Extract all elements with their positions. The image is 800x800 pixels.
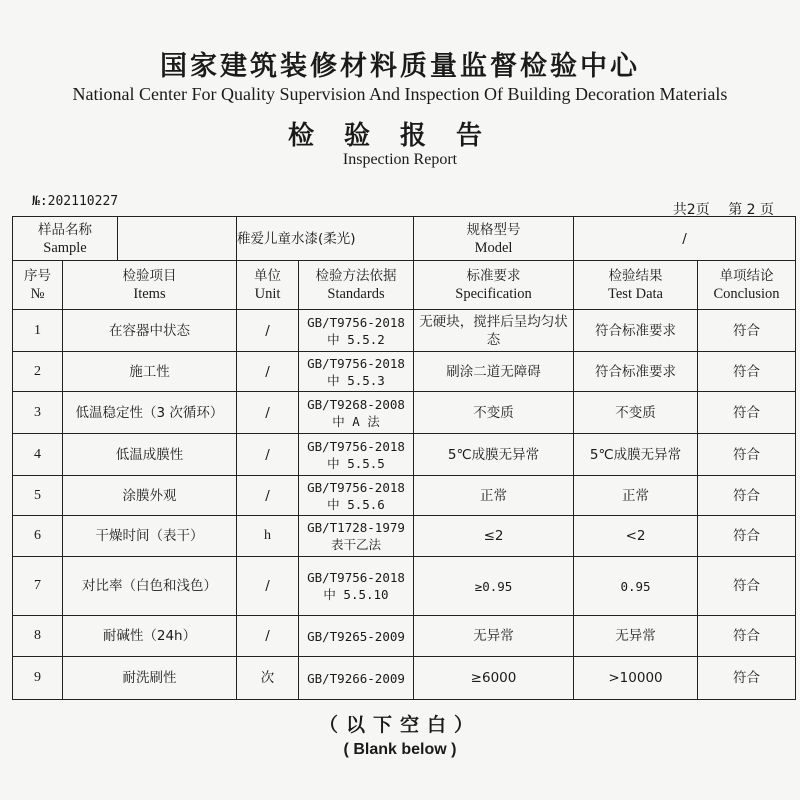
row-result: 5℃成膜无异常: [574, 434, 698, 476]
table-row: [13, 476, 796, 516]
model-label-en: Model: [474, 239, 513, 256]
row-unit: /: [237, 616, 299, 657]
row-item: 干燥时间（表干）: [63, 516, 237, 557]
report-title-cn: 检验报告: [287, 121, 512, 151]
row-standard: GB/T9268-2008 中 A 法: [299, 392, 414, 434]
row-no: 9: [13, 657, 63, 700]
row-no: 3: [13, 392, 63, 434]
row-standard: GB/T9265-2009: [299, 616, 414, 657]
row-item: 耐碱性（24h）: [63, 616, 237, 657]
organization-name-en: National Center For Quality Supervision And Inspection Of Building Decoration Materials: [72, 84, 728, 104]
row-unit: /: [237, 476, 299, 516]
table-row: [13, 516, 796, 557]
row-result: 0.95: [574, 557, 698, 616]
sample-label: [13, 217, 118, 260]
model-value: /: [574, 217, 796, 261]
row-result: >10000: [574, 657, 698, 700]
row-item: 在容器中状态: [63, 310, 237, 352]
report-title-en: Inspection Report: [342, 151, 458, 168]
row-result: 正常: [574, 476, 698, 516]
row-no: 1: [13, 310, 63, 352]
row-conclusion: 符合: [698, 310, 796, 352]
row-no: 2: [13, 352, 63, 392]
row-specification: 无硬块，搅拌后呈均匀状态: [414, 310, 574, 352]
page-number: 第 2 页: [728, 202, 774, 218]
sample-label-cn: 样品名称: [38, 221, 92, 238]
col-header-unit: 单位 Unit: [237, 261, 299, 310]
row-specification: ≥6000: [414, 657, 574, 700]
row-specification: ≤2: [414, 516, 574, 557]
row-standard: GB/T9756-2018 中 5.5.10: [299, 557, 414, 616]
row-standard: GB/T9756-2018 中 5.5.5: [299, 434, 414, 476]
col-header-test-data: 检验结果 Test Data: [574, 261, 698, 310]
row-unit: /: [237, 392, 299, 434]
row-result: 无异常: [574, 616, 698, 657]
blank-below-cn: （以下空白）: [318, 714, 481, 736]
row-item: 低温稳定性（3 次循环）: [63, 392, 237, 434]
row-unit: /: [237, 434, 299, 476]
row-item: 耐洗刷性: [63, 657, 237, 700]
table-row: [13, 310, 796, 352]
report-number: №:202110227: [32, 194, 119, 209]
row-conclusion: 符合: [698, 657, 796, 700]
row-no: 8: [13, 616, 63, 657]
sample-label-en: Sample: [43, 239, 87, 256]
row-item: 施工性: [63, 352, 237, 392]
row-conclusion: 符合: [698, 352, 796, 392]
table-row: [13, 557, 796, 616]
row-unit: /: [237, 310, 299, 352]
row-no: 7: [13, 557, 63, 616]
row-specification: ≥0.95: [414, 557, 574, 616]
sample-row: [13, 217, 796, 261]
table-row: [13, 434, 796, 476]
table-row: [13, 352, 796, 392]
col-header-items: 检验项目 Items: [63, 261, 237, 310]
col-header-no: 序号 №: [13, 261, 63, 310]
col-header-conclusion: 单项结论 Conclusion: [698, 261, 796, 310]
row-conclusion: 符合: [698, 516, 796, 557]
col-header-standards: 检验方法依据 Standards: [299, 261, 414, 310]
col-header-specification: 标准要求 Specification: [414, 261, 574, 310]
row-specification: 不变质: [414, 392, 574, 434]
row-item: 对比率（白色和浅色）: [63, 557, 237, 616]
row-conclusion: 符合: [698, 557, 796, 616]
row-result: 符合标准要求: [574, 352, 698, 392]
row-no: 4: [13, 434, 63, 476]
total-pages: 共2页: [672, 202, 710, 218]
row-no: 5: [13, 476, 63, 516]
row-specification: 刷涂二道无障碍: [414, 352, 574, 392]
row-conclusion: 符合: [698, 392, 796, 434]
column-header-row: [13, 261, 796, 310]
row-standard: GB/T9756-2018 中 5.5.3: [299, 352, 414, 392]
row-standard: GB/T9266-2009: [299, 657, 414, 700]
row-standard: GB/T9756-2018 中 5.5.2: [299, 310, 414, 352]
row-result: <2: [574, 516, 698, 557]
sample-value: 稚爱儿童水漆(柔光): [237, 217, 414, 261]
table-row: [13, 657, 796, 700]
row-item: 低温成膜性: [63, 434, 237, 476]
row-unit: /: [237, 352, 299, 392]
organization-name-cn: 国家建筑装修材料质量监督检验中心: [160, 51, 640, 82]
sample-cell: [13, 217, 237, 261]
row-standard: GB/T9756-2018 中 5.5.6: [299, 476, 414, 516]
row-unit: 次: [237, 657, 299, 700]
row-unit: h: [237, 516, 299, 557]
row-conclusion: 符合: [698, 616, 796, 657]
row-specification: 无异常: [414, 616, 574, 657]
row-specification: 5℃成膜无异常: [414, 434, 574, 476]
row-result: 符合标准要求: [574, 310, 698, 352]
inspection-table: [12, 216, 796, 700]
row-item: 涂膜外观: [63, 476, 237, 516]
table-row: [13, 392, 796, 434]
row-conclusion: 符合: [698, 476, 796, 516]
row-no: 6: [13, 516, 63, 557]
row-conclusion: 符合: [698, 434, 796, 476]
table-row: [13, 616, 796, 657]
row-unit: /: [237, 557, 299, 616]
blank-below-en: ( Blank below ): [343, 741, 457, 758]
row-specification: 正常: [414, 476, 574, 516]
model-label: [414, 217, 574, 261]
row-standard: GB/T1728-1979 表干乙法: [299, 516, 414, 557]
row-result: 不变质: [574, 392, 698, 434]
model-label-cn: 规格型号: [466, 221, 521, 238]
